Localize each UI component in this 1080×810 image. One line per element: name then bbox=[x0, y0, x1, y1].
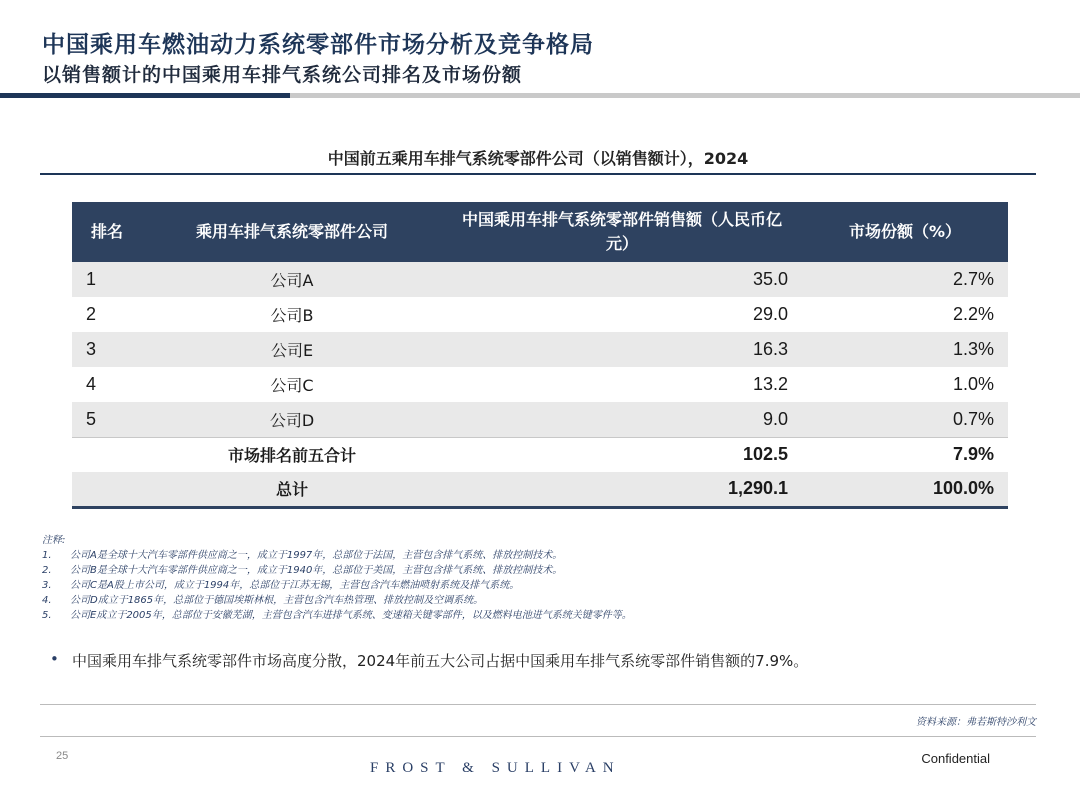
subtotal-label: 市场排名前五合计 bbox=[142, 437, 442, 472]
total-share: 100.0% bbox=[802, 472, 1008, 507]
sales-cell: 9.0 bbox=[442, 402, 802, 437]
rank-cell: 5 bbox=[72, 402, 142, 437]
footnote-item bbox=[42, 593, 632, 608]
footnotes-heading: 注释: bbox=[42, 535, 66, 546]
footnote-item bbox=[42, 578, 632, 593]
page-subtitle: 以销售额计的中国乘用车排气系统公司排名及市场份额 bbox=[42, 64, 523, 86]
share-cell: 0.7% bbox=[802, 402, 1008, 437]
footnote-item bbox=[42, 548, 632, 563]
sales-cell: 35.0 bbox=[442, 262, 802, 297]
share-cell: 1.0% bbox=[802, 367, 1008, 402]
title-bar-rule bbox=[290, 93, 1080, 98]
footnote-number: 3. bbox=[42, 580, 52, 591]
table-row bbox=[72, 367, 1008, 402]
footnote-text: 公司D成立于1865年，总部位于德国埃斯林根，主营包含汽车热管理、排放控制及空调系统。 bbox=[70, 595, 484, 606]
table-row bbox=[72, 332, 1008, 367]
footnote-text: 公司B是全球十大汽车零部件供应商之一，成立于1940年，总部位于美国，主营包含排气系统、排放控制技术。 bbox=[70, 565, 563, 576]
subtotal-sales: 102.5 bbox=[442, 437, 802, 472]
source-divider bbox=[40, 704, 1036, 705]
total-row bbox=[72, 472, 1008, 507]
share-cell: 1.3% bbox=[802, 332, 1008, 367]
table-row bbox=[72, 297, 1008, 332]
company-cell: 公司A bbox=[142, 262, 442, 297]
sales-cell: 29.0 bbox=[442, 297, 802, 332]
header-sales: 中国乘用车排气系统零部件销售额（人民币亿元） bbox=[442, 202, 802, 262]
rank-cell: 2 bbox=[72, 297, 142, 332]
total-sales: 1,290.1 bbox=[442, 472, 802, 507]
footnote-text: 公司A是全球十大汽车零部件供应商之一，成立于1997年，总部位于法国，主营包含排气系统、排放控制技术。 bbox=[70, 550, 563, 561]
key-takeaway bbox=[50, 650, 808, 671]
rank-cell: 1 bbox=[72, 262, 142, 297]
footnote-text: 公司C是A股上市公司，成立于1994年，总部位于江苏无锡，主营包含汽车燃油喷射系统及排气系统。 bbox=[70, 580, 520, 591]
subtotal-rank-cell bbox=[72, 437, 142, 472]
ranking-table bbox=[72, 202, 1008, 509]
footnote-item bbox=[42, 608, 632, 623]
footnote-number: 5. bbox=[42, 610, 52, 621]
caption-divider bbox=[40, 173, 1036, 175]
footer-divider bbox=[40, 736, 1036, 737]
key-takeaway-text: 中国乘用车排气系统零部件市场高度分散，2024年前五大公司占据中国乘用车排气系统零部件销售额的7.9%。 bbox=[72, 652, 809, 670]
footnote-text: 公司E成立于2005年，总部位于安徽芜湖，主营包含汽车进排气系统、变速箱关键零部件，以及燃料电池进气系统关键零件等。 bbox=[70, 610, 632, 621]
company-cell: 公司E bbox=[142, 332, 442, 367]
footnotes bbox=[42, 533, 632, 623]
header-share: 市场份额（%） bbox=[802, 202, 1008, 262]
page-number: 25 bbox=[56, 750, 69, 762]
rank-cell: 4 bbox=[72, 367, 142, 402]
footnote-number: 4. bbox=[42, 595, 52, 606]
table-row bbox=[72, 402, 1008, 437]
rank-cell: 3 bbox=[72, 332, 142, 367]
table-caption: 中国前五乘用车排气系统零部件公司（以销售额计），2024 bbox=[327, 149, 749, 168]
total-label: 总计 bbox=[142, 472, 442, 507]
footnote-number: 2. bbox=[42, 565, 52, 576]
subtotal-row bbox=[72, 437, 1008, 472]
confidential-label: Confidential bbox=[921, 751, 990, 766]
company-cell: 公司B bbox=[142, 297, 442, 332]
page-title: 中国乘用车燃油动力系统零部件市场分析及竞争格局 bbox=[42, 32, 594, 58]
table-row bbox=[72, 262, 1008, 297]
subtotal-share: 7.9% bbox=[802, 437, 1008, 472]
sales-cell: 16.3 bbox=[442, 332, 802, 367]
header-company: 乘用车排气系统零部件公司 bbox=[142, 202, 442, 262]
footnote-number: 1. bbox=[42, 550, 52, 561]
share-cell: 2.2% bbox=[802, 297, 1008, 332]
table-header-row bbox=[72, 202, 1008, 262]
header-rank: 排名 bbox=[72, 202, 142, 262]
share-cell: 2.7% bbox=[802, 262, 1008, 297]
bullet-icon: • bbox=[50, 650, 59, 668]
source-note: 资料来源：弗若斯特沙利文 bbox=[916, 717, 1036, 728]
brand-logo: FROST & SULLIVAN bbox=[370, 760, 621, 776]
company-cell: 公司D bbox=[142, 402, 442, 437]
title-bar-accent bbox=[0, 93, 290, 98]
total-rank-cell bbox=[72, 472, 142, 507]
company-cell: 公司C bbox=[142, 367, 442, 402]
footnote-item bbox=[42, 563, 632, 578]
sales-cell: 13.2 bbox=[442, 367, 802, 402]
